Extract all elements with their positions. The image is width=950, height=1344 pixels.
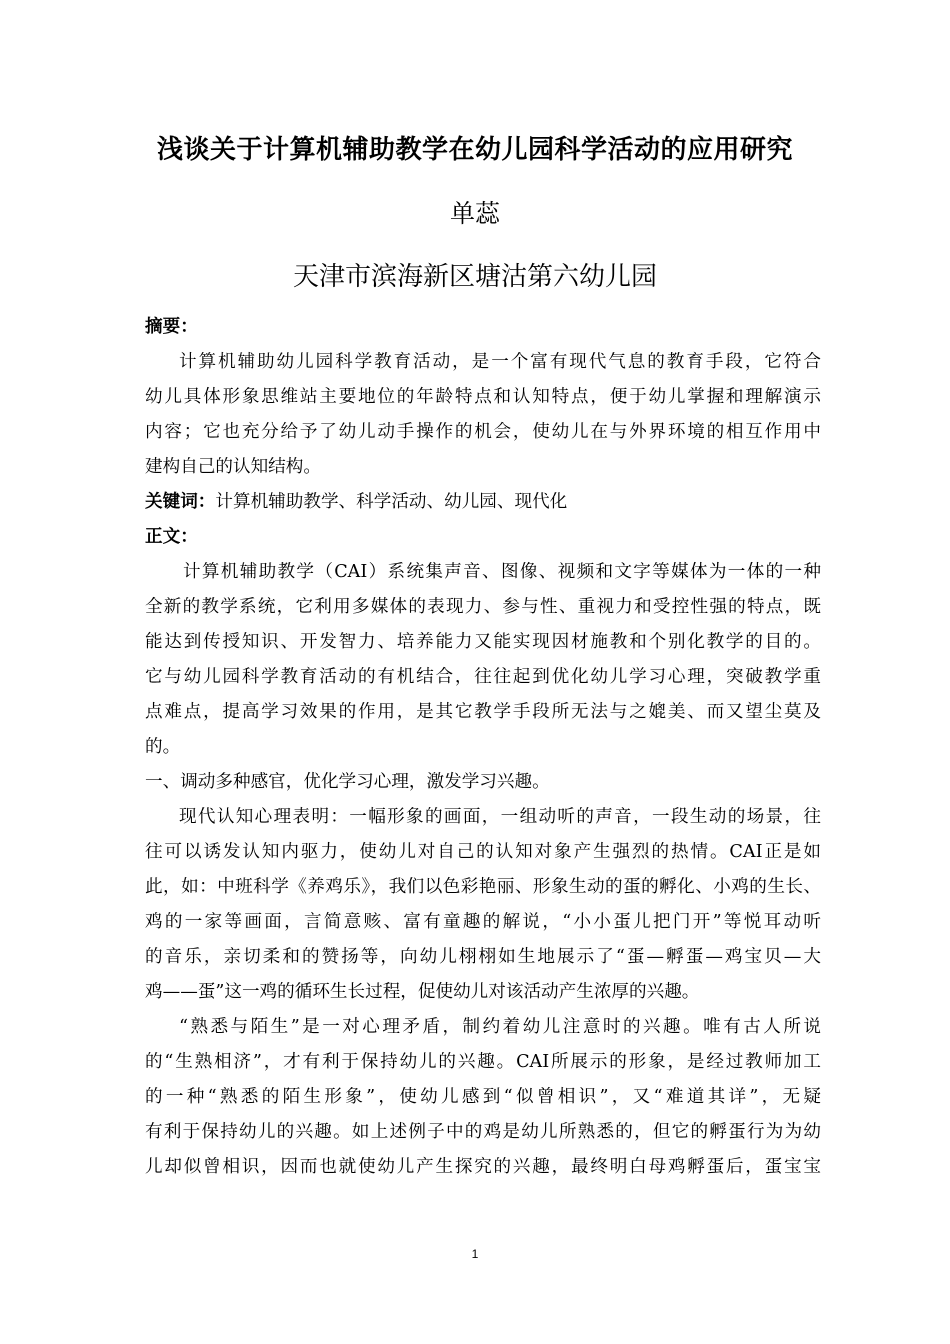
document-title: 浅谈关于计算机辅助教学在幼儿园科学活动的应用研究: [156, 135, 793, 165]
abstract-line: 计算机辅助幼儿园科学教育活动，是一个富有现代气息的教育手段，它符合: [179, 352, 821, 372]
author-name: 单蕊: [449, 199, 500, 228]
body-line: 儿却似曾相识，因而也就使幼儿产生探究的兴趣，最终明白母鸡孵蛋后，蛋宝宝: [145, 1157, 821, 1177]
author-affiliation: 天津市滨海新区塘沽第六幼儿园: [292, 262, 657, 292]
body-line: 现代认知心理表明：一幅形象的画面，一组动听的声音，一段生动的场景，往: [179, 807, 821, 827]
document-body: [145, 310, 821, 1185]
body-line: 它与幼儿园科学教育活动的有机结合，往往起到优化幼儿学习心理，突破教学重: [145, 667, 821, 687]
keywords-text: 计算机辅助教学、科学活动、幼儿园、现代化: [215, 492, 568, 512]
body-label: 正文：: [145, 527, 198, 547]
body-line: 的一种“熟悉的陌生形象”，使幼儿感到“似曾相识”，又“难道其详”，无疑: [145, 1087, 821, 1107]
abstract-label: 摘要：: [145, 317, 198, 337]
page-number: 1: [471, 1247, 479, 1261]
body-line: 的。: [145, 737, 181, 757]
body-line: 鸡——蛋”这一鸡的循环生长过程，促使幼儿对该活动产生浓厚的兴趣。: [145, 982, 700, 1002]
abstract-line: 内容；它也充分给予了幼儿动手操作的机会，使幼儿在与外界环境的相互作用中: [145, 422, 821, 442]
body-line: 点难点，提高学习效果的作用，是其它教学手段所无法与之媲美、而又望尘莫及: [145, 702, 821, 722]
keywords-label: 关键词：: [145, 492, 216, 512]
body-line: “熟悉与陌生”是一对心理矛盾，制约着幼儿注意时的兴趣。唯有古人所说: [179, 1017, 821, 1037]
body-line: 有利于保持幼儿的兴趣。如上述例子中的鸡是幼儿所熟悉的，但它的孵蛋行为为幼: [145, 1122, 821, 1142]
body-line: 能达到传授知识、开发智力、培养能力又能实现因材施教和个别化教学的目的。: [145, 632, 821, 652]
keywords-line: [145, 485, 821, 520]
body-line: 此，如：中班科学《养鸡乐》，我们以色彩艳丽、形象生动的蛋的孵化、小鸡的生长、: [145, 877, 821, 897]
body-line: 的音乐，亲切柔和的赞扬等，向幼儿栩栩如生地展示了“蛋—孵蛋—鸡宝贝—大: [145, 947, 821, 967]
abstract-line: 幼儿具体形象思维站主要地位的年龄特点和认知特点，便于幼儿掌握和理解演示: [145, 387, 821, 407]
body-line: 的“生熟相济”，才有利于保持幼儿的兴趣。CAI所展示的形象，是经过教师加工: [145, 1052, 821, 1072]
body-line: 全新的教学系统，它利用多媒体的表现力、参与性、重视力和受控性强的特点，既: [145, 597, 821, 617]
section-heading: 一、调动多种感官，优化学习心理，激发学习兴趣。: [145, 772, 550, 792]
body-line: 鸡的一家等画面，言简意赅、富有童趣的解说，“小小蛋儿把门开”等悦耳动听: [145, 912, 821, 932]
body-line: 计算机辅助教学（CAI）系统集声音、图像、视频和文字等媒体为一体的一种: [183, 562, 821, 582]
body-line: 往可以诱发认知内驱力，使幼儿对自己的认知对象产生强烈的热情。CAI正是如: [145, 842, 821, 862]
abstract-line: 建构自己的认知结构。: [145, 457, 321, 477]
